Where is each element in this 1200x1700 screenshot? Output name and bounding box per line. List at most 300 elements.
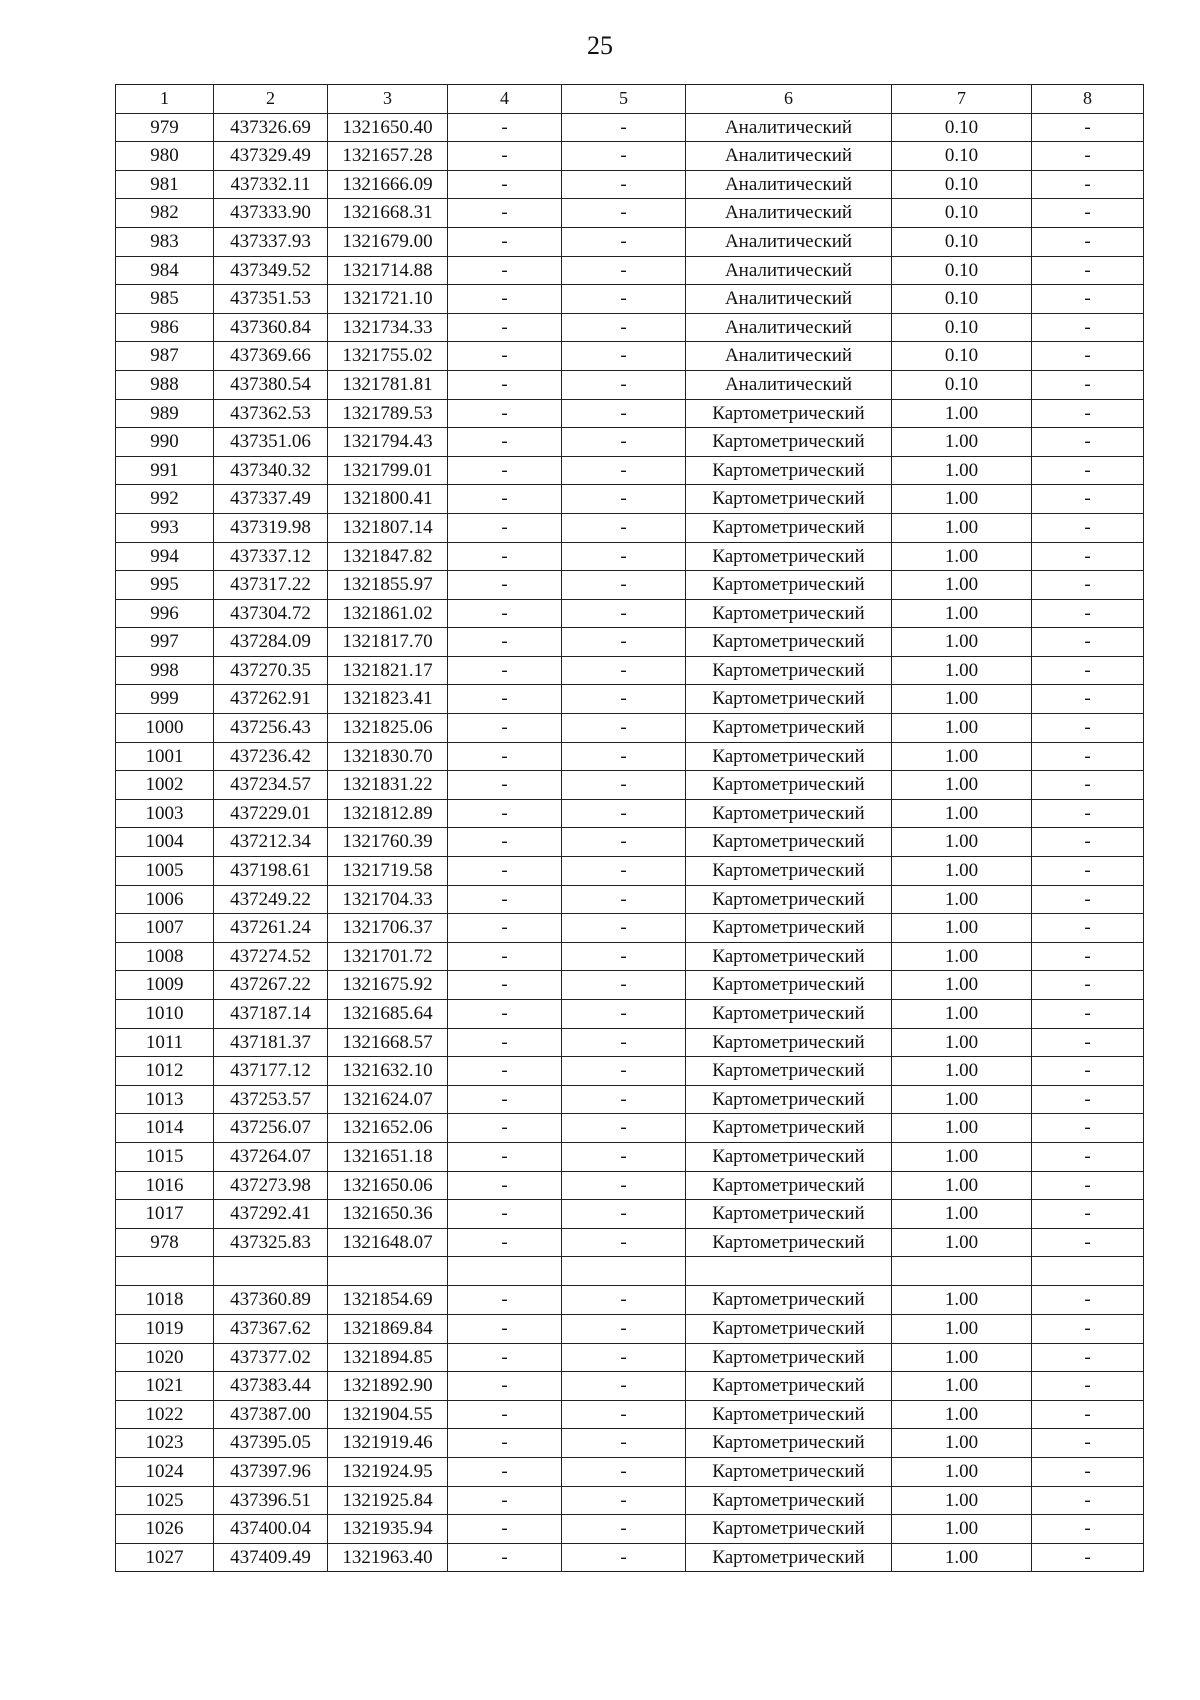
y-coordinate-cell: 1321675.92 — [328, 971, 448, 1000]
method-cell: Картометрический — [686, 714, 892, 743]
col-8-cell: - — [1032, 599, 1144, 628]
col-8-cell: - — [1032, 1142, 1144, 1171]
x-coordinate-cell: 437351.06 — [214, 428, 328, 457]
method-cell: Картометрический — [686, 1486, 892, 1515]
y-coordinate-cell: 1321812.89 — [328, 799, 448, 828]
method-cell: Картометрический — [686, 828, 892, 857]
accuracy-cell: 0.10 — [892, 227, 1032, 256]
method-cell: Картометрический — [686, 1142, 892, 1171]
x-coordinate-cell: 437360.89 — [214, 1286, 328, 1315]
point-number-cell: 1013 — [116, 1085, 214, 1114]
method-cell: Картометрический — [686, 513, 892, 542]
col-8-cell: - — [1032, 828, 1144, 857]
col-4-cell: - — [448, 285, 562, 314]
column-header-8: 8 — [1032, 85, 1144, 114]
method-cell: Аналитический — [686, 142, 892, 171]
y-coordinate-cell: 1321861.02 — [328, 599, 448, 628]
accuracy-cell: 1.00 — [892, 799, 1032, 828]
x-coordinate-cell: 437333.90 — [214, 199, 328, 228]
col-4-cell: - — [448, 742, 562, 771]
column-header-2: 2 — [214, 85, 328, 114]
point-number-cell: 1000 — [116, 714, 214, 743]
x-coordinate-cell: 437253.57 — [214, 1085, 328, 1114]
col-5-cell: - — [562, 885, 686, 914]
col-5-cell: - — [562, 142, 686, 171]
x-coordinate-cell: 437367.62 — [214, 1314, 328, 1343]
table-header-row — [116, 85, 1144, 114]
table-row — [116, 256, 1144, 285]
col-4-cell: - — [448, 1228, 562, 1257]
y-coordinate-cell: 1321755.02 — [328, 342, 448, 371]
point-number-cell: 987 — [116, 342, 214, 371]
col-4-cell: - — [448, 1085, 562, 1114]
accuracy-cell: 1.00 — [892, 742, 1032, 771]
col-4-cell: - — [448, 1028, 562, 1057]
accuracy-cell: 1.00 — [892, 1114, 1032, 1143]
point-number-cell: 1012 — [116, 1057, 214, 1086]
accuracy-cell: 0.10 — [892, 370, 1032, 399]
method-cell: Картометрический — [686, 542, 892, 571]
x-coordinate-cell: 437267.22 — [214, 971, 328, 1000]
x-coordinate-cell: 437395.05 — [214, 1429, 328, 1458]
y-coordinate-cell: 1321892.90 — [328, 1372, 448, 1401]
col-5-cell: - — [562, 1228, 686, 1257]
x-coordinate-cell: 437337.49 — [214, 485, 328, 514]
point-number-cell: 991 — [116, 456, 214, 485]
point-number-cell: 998 — [116, 656, 214, 685]
table-row — [116, 1085, 1144, 1114]
col-8-cell: - — [1032, 428, 1144, 457]
x-coordinate-cell: 437360.84 — [214, 313, 328, 342]
col-4-cell: - — [448, 628, 562, 657]
x-coordinate-cell: 437177.12 — [214, 1057, 328, 1086]
col-8-cell: - — [1032, 399, 1144, 428]
method-cell: Картометрический — [686, 971, 892, 1000]
accuracy-cell: 1.00 — [892, 1486, 1032, 1515]
accuracy-cell: 1.00 — [892, 1228, 1032, 1257]
x-coordinate-cell: 437261.24 — [214, 914, 328, 943]
y-coordinate-cell: 1321650.40 — [328, 113, 448, 142]
x-coordinate-cell: 437319.98 — [214, 513, 328, 542]
point-number-cell: 1002 — [116, 771, 214, 800]
col-8-cell: - — [1032, 1400, 1144, 1429]
col-8-cell — [1032, 1257, 1144, 1286]
method-cell: Аналитический — [686, 256, 892, 285]
point-number-cell: 1003 — [116, 799, 214, 828]
table-row — [116, 313, 1144, 342]
y-coordinate-cell: 1321789.53 — [328, 399, 448, 428]
col-8-cell: - — [1032, 628, 1144, 657]
point-number-cell: 978 — [116, 1228, 214, 1257]
point-number-cell: 996 — [116, 599, 214, 628]
col-5-cell: - — [562, 714, 686, 743]
col-4-cell: - — [448, 1000, 562, 1029]
accuracy-cell: 0.10 — [892, 142, 1032, 171]
y-coordinate-cell — [328, 1257, 448, 1286]
table-row — [116, 771, 1144, 800]
col-4-cell: - — [448, 485, 562, 514]
point-number-cell: 1019 — [116, 1314, 214, 1343]
y-coordinate-cell: 1321668.57 — [328, 1028, 448, 1057]
table-row — [116, 1400, 1144, 1429]
accuracy-cell: 1.00 — [892, 1085, 1032, 1114]
x-coordinate-cell: 437212.34 — [214, 828, 328, 857]
col-5-cell: - — [562, 828, 686, 857]
accuracy-cell: 1.00 — [892, 656, 1032, 685]
point-number-cell: 1005 — [116, 857, 214, 886]
y-coordinate-cell: 1321924.95 — [328, 1457, 448, 1486]
col-5-cell: - — [562, 342, 686, 371]
x-coordinate-cell: 437270.35 — [214, 656, 328, 685]
table-row — [116, 170, 1144, 199]
col-8-cell: - — [1032, 1343, 1144, 1372]
x-coordinate-cell: 437229.01 — [214, 799, 328, 828]
col-4-cell: - — [448, 1343, 562, 1372]
method-cell: Аналитический — [686, 342, 892, 371]
col-8-cell: - — [1032, 113, 1144, 142]
col-5-cell: - — [562, 628, 686, 657]
method-cell: Картометрический — [686, 914, 892, 943]
col-5-cell: - — [562, 1314, 686, 1343]
col-4-cell: - — [448, 685, 562, 714]
col-5-cell: - — [562, 914, 686, 943]
point-number-cell: 1004 — [116, 828, 214, 857]
accuracy-cell: 1.00 — [892, 714, 1032, 743]
col-4-cell: - — [448, 1429, 562, 1458]
method-cell: Картометрический — [686, 685, 892, 714]
point-number-cell — [116, 1257, 214, 1286]
col-4-cell: - — [448, 1057, 562, 1086]
column-header-7: 7 — [892, 85, 1032, 114]
method-cell: Картометрический — [686, 1372, 892, 1401]
col-8-cell: - — [1032, 285, 1144, 314]
method-cell: Картометрический — [686, 399, 892, 428]
x-coordinate-cell: 437380.54 — [214, 370, 328, 399]
x-coordinate-cell: 437264.07 — [214, 1142, 328, 1171]
y-coordinate-cell: 1321650.06 — [328, 1171, 448, 1200]
point-number-cell: 1022 — [116, 1400, 214, 1429]
method-cell: Аналитический — [686, 170, 892, 199]
table-row — [116, 1543, 1144, 1572]
x-coordinate-cell: 437409.49 — [214, 1543, 328, 1572]
method-cell: Картометрический — [686, 599, 892, 628]
method-cell: Картометрический — [686, 571, 892, 600]
method-cell: Картометрический — [686, 628, 892, 657]
col-5-cell: - — [562, 971, 686, 1000]
col-8-cell: - — [1032, 571, 1144, 600]
method-cell: Аналитический — [686, 113, 892, 142]
col-5-cell: - — [562, 1057, 686, 1086]
col-4-cell: - — [448, 1142, 562, 1171]
x-coordinate-cell: 437337.12 — [214, 542, 328, 571]
col-5-cell: - — [562, 1515, 686, 1544]
accuracy-cell: 1.00 — [892, 1200, 1032, 1229]
table-row — [116, 885, 1144, 914]
col-4-cell: - — [448, 971, 562, 1000]
col-5-cell: - — [562, 170, 686, 199]
col-8-cell: - — [1032, 342, 1144, 371]
y-coordinate-cell: 1321781.81 — [328, 370, 448, 399]
y-coordinate-cell: 1321925.84 — [328, 1486, 448, 1515]
method-cell: Картометрический — [686, 1457, 892, 1486]
col-4-cell: - — [448, 857, 562, 886]
col-8-cell: - — [1032, 914, 1144, 943]
method-cell: Аналитический — [686, 227, 892, 256]
col-4-cell: - — [448, 1486, 562, 1515]
table-row — [116, 370, 1144, 399]
x-coordinate-cell: 437349.52 — [214, 256, 328, 285]
col-5-cell: - — [562, 1085, 686, 1114]
accuracy-cell: 1.00 — [892, 971, 1032, 1000]
y-coordinate-cell: 1321648.07 — [328, 1228, 448, 1257]
point-number-cell: 980 — [116, 142, 214, 171]
table-row — [116, 1286, 1144, 1315]
point-number-cell: 1007 — [116, 914, 214, 943]
method-cell: Картометрический — [686, 1000, 892, 1029]
method-cell: Аналитический — [686, 370, 892, 399]
point-number-cell: 979 — [116, 113, 214, 142]
table-row — [116, 142, 1144, 171]
col-5-cell: - — [562, 1372, 686, 1401]
col-8-cell: - — [1032, 485, 1144, 514]
accuracy-cell: 1.00 — [892, 828, 1032, 857]
point-number-cell: 995 — [116, 571, 214, 600]
col-8-cell: - — [1032, 1314, 1144, 1343]
col-8-cell: - — [1032, 971, 1144, 1000]
table-row — [116, 1000, 1144, 1029]
method-cell: Картометрический — [686, 1028, 892, 1057]
col-4-cell: - — [448, 1114, 562, 1143]
method-cell: Картометрический — [686, 1171, 892, 1200]
y-coordinate-cell: 1321668.31 — [328, 199, 448, 228]
y-coordinate-cell: 1321854.69 — [328, 1286, 448, 1315]
col-8-cell: - — [1032, 1171, 1144, 1200]
accuracy-cell: 0.10 — [892, 113, 1032, 142]
accuracy-cell: 1.00 — [892, 1372, 1032, 1401]
point-number-cell: 1017 — [116, 1200, 214, 1229]
col-4-cell: - — [448, 942, 562, 971]
col-8-cell: - — [1032, 199, 1144, 228]
col-5-cell: - — [562, 685, 686, 714]
y-coordinate-cell: 1321719.58 — [328, 857, 448, 886]
table-row — [116, 1028, 1144, 1057]
point-number-cell: 990 — [116, 428, 214, 457]
accuracy-cell: 1.00 — [892, 1171, 1032, 1200]
col-5-cell: - — [562, 1400, 686, 1429]
col-8-cell: - — [1032, 742, 1144, 771]
col-4-cell: - — [448, 513, 562, 542]
method-cell: Картометрический — [686, 1543, 892, 1572]
accuracy-cell: 1.00 — [892, 885, 1032, 914]
point-number-cell: 1016 — [116, 1171, 214, 1200]
y-coordinate-cell: 1321714.88 — [328, 256, 448, 285]
col-4-cell: - — [448, 456, 562, 485]
col-4-cell: - — [448, 428, 562, 457]
accuracy-cell: 1.00 — [892, 1429, 1032, 1458]
col-4-cell: - — [448, 170, 562, 199]
col-4-cell: - — [448, 714, 562, 743]
col-5-cell: - — [562, 1286, 686, 1315]
col-5-cell: - — [562, 1200, 686, 1229]
col-5-cell: - — [562, 1171, 686, 1200]
accuracy-cell: 1.00 — [892, 1400, 1032, 1429]
col-8-cell: - — [1032, 370, 1144, 399]
col-4-cell: - — [448, 1171, 562, 1200]
col-8-cell: - — [1032, 1200, 1144, 1229]
method-cell: Картометрический — [686, 656, 892, 685]
col-8-cell: - — [1032, 542, 1144, 571]
y-coordinate-cell: 1321652.06 — [328, 1114, 448, 1143]
y-coordinate-cell: 1321855.97 — [328, 571, 448, 600]
y-coordinate-cell: 1321701.72 — [328, 942, 448, 971]
table-row — [116, 714, 1144, 743]
y-coordinate-cell: 1321760.39 — [328, 828, 448, 857]
table-row — [116, 1372, 1144, 1401]
col-8-cell: - — [1032, 1457, 1144, 1486]
table-row — [116, 742, 1144, 771]
table-row — [116, 828, 1144, 857]
point-number-cell: 1027 — [116, 1543, 214, 1572]
method-cell: Картометрический — [686, 485, 892, 514]
col-5-cell: - — [562, 313, 686, 342]
method-cell: Картометрический — [686, 1200, 892, 1229]
col-8-cell: - — [1032, 771, 1144, 800]
table-row — [116, 857, 1144, 886]
table-row — [116, 571, 1144, 600]
accuracy-cell: 0.10 — [892, 256, 1032, 285]
point-number-cell: 989 — [116, 399, 214, 428]
y-coordinate-cell: 1321894.85 — [328, 1343, 448, 1372]
y-coordinate-cell: 1321830.70 — [328, 742, 448, 771]
col-4-cell: - — [448, 227, 562, 256]
table-row — [116, 456, 1144, 485]
x-coordinate-cell: 437284.09 — [214, 628, 328, 657]
column-header-1: 1 — [116, 85, 214, 114]
point-number-cell: 1008 — [116, 942, 214, 971]
col-5-cell: - — [562, 1457, 686, 1486]
method-cell: Картометрический — [686, 1114, 892, 1143]
accuracy-cell: 1.00 — [892, 1457, 1032, 1486]
col-5-cell: - — [562, 256, 686, 285]
accuracy-cell: 1.00 — [892, 599, 1032, 628]
col-4-cell: - — [448, 399, 562, 428]
col-5-cell: - — [562, 1486, 686, 1515]
col-4-cell: - — [448, 656, 562, 685]
table-row — [116, 656, 1144, 685]
table-row — [116, 1057, 1144, 1086]
y-coordinate-cell: 1321679.00 — [328, 227, 448, 256]
y-coordinate-cell: 1321657.28 — [328, 142, 448, 171]
col-4-cell: - — [448, 828, 562, 857]
x-coordinate-cell: 437236.42 — [214, 742, 328, 771]
col-4-cell: - — [448, 571, 562, 600]
col-4-cell: - — [448, 256, 562, 285]
col-8-cell: - — [1032, 227, 1144, 256]
table-row — [116, 685, 1144, 714]
method-cell: Картометрический — [686, 1343, 892, 1372]
point-number-cell: 1023 — [116, 1429, 214, 1458]
x-coordinate-cell: 437274.52 — [214, 942, 328, 971]
method-cell: Картометрический — [686, 1429, 892, 1458]
y-coordinate-cell: 1321823.41 — [328, 685, 448, 714]
point-number-cell: 1015 — [116, 1142, 214, 1171]
x-coordinate-cell: 437369.66 — [214, 342, 328, 371]
col-5-cell: - — [562, 428, 686, 457]
col-8-cell: - — [1032, 1486, 1144, 1515]
y-coordinate-cell: 1321685.64 — [328, 1000, 448, 1029]
method-cell: Картометрический — [686, 942, 892, 971]
x-coordinate-cell: 437262.91 — [214, 685, 328, 714]
point-number-cell: 1025 — [116, 1486, 214, 1515]
y-coordinate-cell: 1321734.33 — [328, 313, 448, 342]
column-header-3: 3 — [328, 85, 448, 114]
y-coordinate-cell: 1321706.37 — [328, 914, 448, 943]
accuracy-cell: 1.00 — [892, 857, 1032, 886]
x-coordinate-cell — [214, 1257, 328, 1286]
x-coordinate-cell: 437329.49 — [214, 142, 328, 171]
x-coordinate-cell: 437325.83 — [214, 1228, 328, 1257]
col-4-cell: - — [448, 542, 562, 571]
y-coordinate-cell: 1321800.41 — [328, 485, 448, 514]
col-5-cell: - — [562, 942, 686, 971]
point-number-cell: 1009 — [116, 971, 214, 1000]
col-5-cell: - — [562, 1543, 686, 1572]
x-coordinate-cell: 437256.07 — [214, 1114, 328, 1143]
method-cell: Картометрический — [686, 799, 892, 828]
col-4-cell: - — [448, 1314, 562, 1343]
table-row — [116, 599, 1144, 628]
table-row — [116, 1200, 1144, 1229]
table-row — [116, 1457, 1144, 1486]
col-8-cell: - — [1032, 1057, 1144, 1086]
accuracy-cell: 1.00 — [892, 1543, 1032, 1572]
method-cell — [686, 1257, 892, 1286]
table-row — [116, 485, 1144, 514]
method-cell: Картометрический — [686, 1314, 892, 1343]
table-row — [116, 1171, 1144, 1200]
table-row — [116, 942, 1144, 971]
method-cell: Картометрический — [686, 1085, 892, 1114]
col-5-cell: - — [562, 456, 686, 485]
col-5-cell: - — [562, 113, 686, 142]
col-8-cell: - — [1032, 1000, 1144, 1029]
x-coordinate-cell: 437340.32 — [214, 456, 328, 485]
y-coordinate-cell: 1321825.06 — [328, 714, 448, 743]
accuracy-cell: 1.00 — [892, 942, 1032, 971]
point-number-cell: 984 — [116, 256, 214, 285]
y-coordinate-cell: 1321704.33 — [328, 885, 448, 914]
accuracy-cell: 0.10 — [892, 342, 1032, 371]
accuracy-cell: 1.00 — [892, 542, 1032, 571]
col-4-cell: - — [448, 142, 562, 171]
y-coordinate-cell: 1321632.10 — [328, 1057, 448, 1086]
table-row — [116, 428, 1144, 457]
col-8-cell: - — [1032, 1114, 1144, 1143]
col-8-cell: - — [1032, 1028, 1144, 1057]
method-cell: Картометрический — [686, 1400, 892, 1429]
point-number-cell: 988 — [116, 370, 214, 399]
accuracy-cell: 0.10 — [892, 285, 1032, 314]
col-5-cell: - — [562, 742, 686, 771]
point-number-cell: 1024 — [116, 1457, 214, 1486]
col-4-cell: - — [448, 313, 562, 342]
x-coordinate-cell: 437198.61 — [214, 857, 328, 886]
x-coordinate-cell: 437181.37 — [214, 1028, 328, 1057]
col-4-cell: - — [448, 599, 562, 628]
y-coordinate-cell: 1321935.94 — [328, 1515, 448, 1544]
column-header-6: 6 — [686, 85, 892, 114]
col-5-cell: - — [562, 370, 686, 399]
